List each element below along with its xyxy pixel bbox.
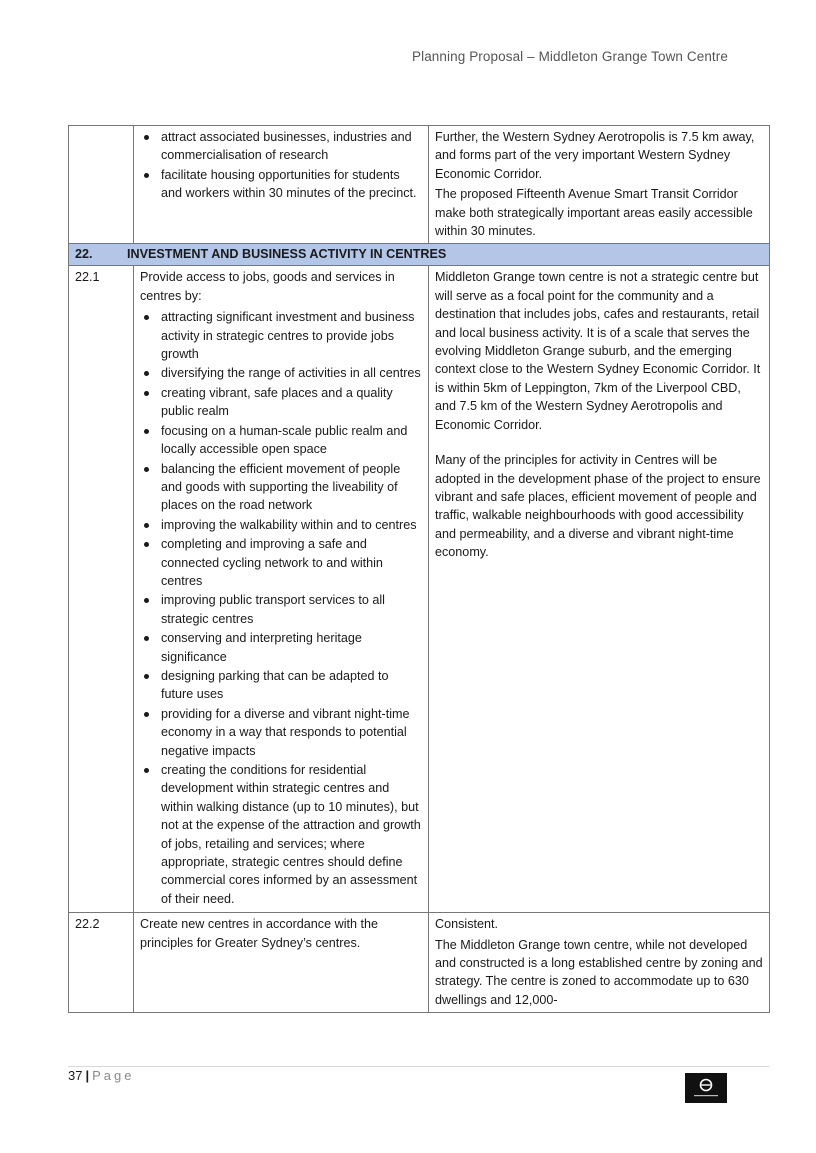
page-number: 37 (68, 1068, 83, 1083)
response-paragraph: Consistent. (435, 917, 498, 932)
list-item: attracting significant investment and business activity in strategic centres to provide jobs growth (140, 308, 422, 363)
table-row (69, 266, 770, 913)
response-cell (429, 126, 770, 244)
response-paragraph: The proposed Fifteenth Avenue Smart Transit Corridor make both strategically important areas easily accessible within 30 minutes. (435, 187, 753, 239)
list-item: designing parking that can be adapted to future uses (140, 667, 422, 704)
section-title: INVESTMENT AND BUSINESS ACTIVITY IN CENTRES (127, 247, 447, 262)
page-separator: | (85, 1068, 90, 1083)
response-cell (429, 266, 770, 913)
list-item: creating vibrant, safe places and a quality public realm (140, 384, 422, 421)
list-item: diversifying the range of activities in all centres (140, 364, 422, 382)
list-item: balancing the efficient movement of people and goods with supporting the liveability of places on the road network (140, 460, 422, 515)
bullet-list (140, 128, 422, 203)
objective-cell (134, 126, 429, 244)
page-header-title: Planning Proposal – Middleton Grange Town Centre (412, 49, 728, 64)
response-cell (429, 913, 770, 1013)
list-item: facilitate housing opportunities for students and workers within 30 minutes of the precinct. (140, 166, 422, 203)
row-id-cell: 22.1 (69, 266, 134, 913)
list-item: completing and improving a safe and connected cycling network to and within centres (140, 535, 422, 590)
page-label: Page (92, 1068, 135, 1083)
response-paragraph: Middleton Grange town centre is not a strategic centre but will serve as a focal point for the community and a destination that includes jobs, cafes and restaurants, retail and local business activity. It is of a scale that serves the evolving Middleton Grange suburb, and the emerging context close to the Western Sydney Economic Corridor. It is within 5km of Leppington, 7km of the Liverpool CBD, and 7.5 km of the Western Sydney Aerotropolis and Economic Corridor. (435, 270, 761, 432)
list-item: improving the walkability within and to centres (140, 516, 422, 534)
list-item: creating the conditions for residential development within strategic centres and within walking distance (up to 10 minutes), but not at the expense of the attraction and growth of jobs, retailing and services; where appropriate, strategic centres should define commercial cores informed by an assessment of their need. (140, 761, 422, 908)
objective-cell (134, 266, 429, 913)
table-row (69, 126, 770, 244)
objective-intro: Provide access to jobs, goods and services in centres by: (140, 270, 395, 303)
page-footer (68, 1068, 134, 1083)
objective-text: Create new centres in accordance with the principles for Greater Sydney’s centres. (140, 917, 379, 950)
response-paragraph: The Middleton Grange town centre, while not developed and constructed is a long established centre by zoning and strategy. The centre is zoned to accommodate up to 630 dwellings and 12,000- (435, 937, 763, 1007)
row-id-cell: 22.2 (69, 913, 134, 1013)
planning-table (68, 125, 770, 1013)
section-number: 22. (75, 247, 93, 262)
list-item: focusing on a human-scale public realm and locally accessible open space (140, 422, 422, 459)
bullet-list (140, 308, 422, 908)
list-item: attract associated businesses, industries and commercialisation of research (140, 128, 422, 165)
list-item: providing for a diverse and vibrant night-time economy in a way that responds to potential negative impacts (140, 705, 422, 760)
row-id-cell (69, 126, 134, 244)
section-header-row (69, 244, 770, 266)
response-paragraph: Further, the Western Sydney Aerotropolis is 7.5 km away, and forms part of the very important Western Sydney Economic Corridor. (435, 130, 755, 181)
footer-divider (68, 1066, 769, 1067)
list-item: conserving and interpreting heritage significance (140, 629, 422, 666)
response-paragraph: Many of the principles for activity in Centres will be adopted in the development phase of the project to ensure vibrant and safe places, efficient movement of people and traffic, walkable neighbourhoods with good accessibility and permeability, and a diverse and vibrant night-time economy. (435, 453, 761, 560)
section-header-cell (69, 244, 770, 266)
objective-cell (134, 913, 429, 1013)
list-item: improving public transport services to all strategic centres (140, 591, 422, 628)
company-logo-icon (685, 1073, 727, 1103)
table-row (69, 913, 770, 1013)
